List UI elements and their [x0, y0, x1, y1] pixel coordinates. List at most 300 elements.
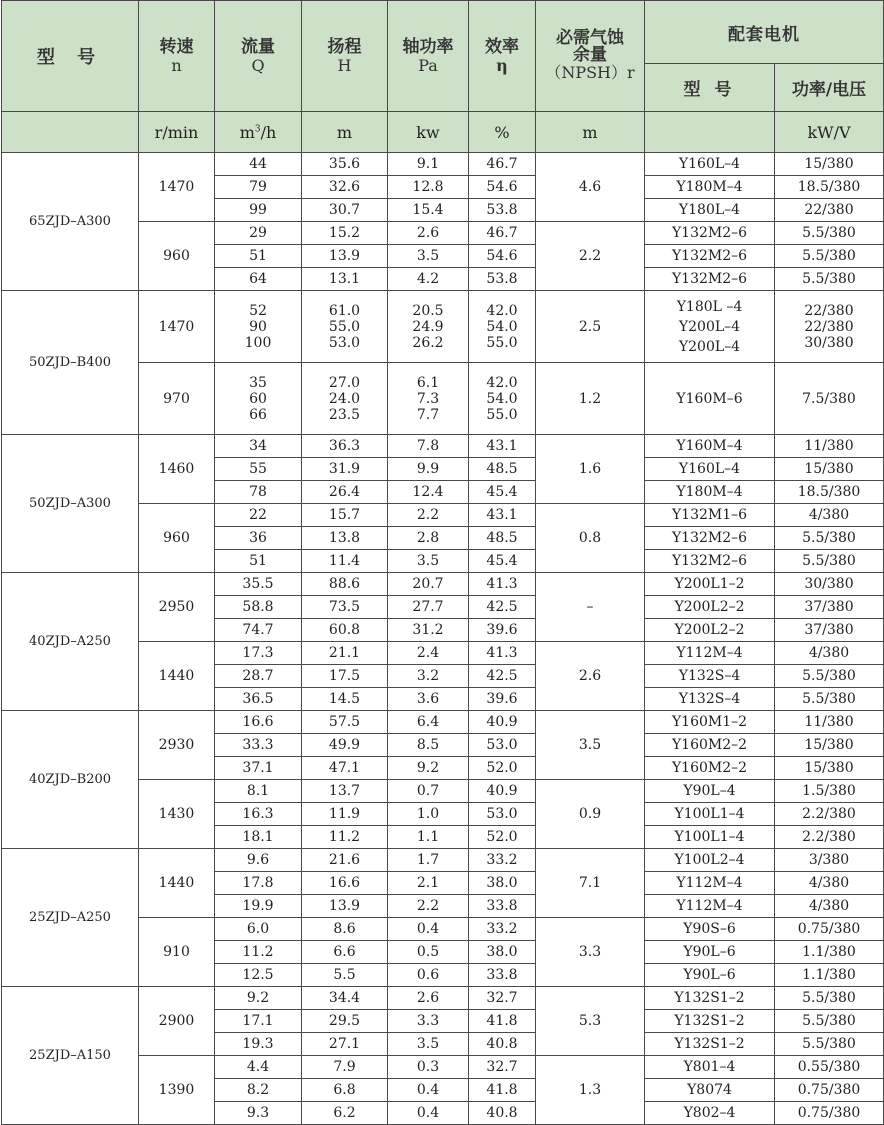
motor-power-cell: 1.5/380 — [775, 780, 884, 803]
shaft-power-cell: 0.3 — [388, 1056, 469, 1079]
shaft-power-cell: 0.4 — [388, 1102, 469, 1125]
shaft-power-cell: 12.8 — [388, 176, 469, 199]
head-cell: 88.6 — [302, 573, 388, 596]
efficiency-cell: 39.6 — [469, 619, 536, 642]
motor-model-cell: Y132S1–2 — [645, 1010, 775, 1033]
cell-line: 60 — [249, 390, 267, 407]
shaft-power-cell: 1.7 — [388, 849, 469, 872]
head-cell — [302, 291, 388, 363]
header-motor-model: 型 号 — [645, 64, 775, 112]
motor-power-cell: 5.5/380 — [775, 527, 884, 550]
shaft-power-cell: 8.5 — [388, 734, 469, 757]
motor-power-cell: 0.75/380 — [775, 1079, 884, 1102]
motor-model-cell: Y90L–6 — [645, 941, 775, 964]
efficiency-cell: 54.6 — [469, 176, 536, 199]
motor-power-cell: 1.1/380 — [775, 964, 884, 987]
head-cell: 73.5 — [302, 596, 388, 619]
motor-power-cell: 11/380 — [775, 435, 884, 458]
shaft-power-cell: 9.9 — [388, 458, 469, 481]
table-row — [2, 987, 884, 1010]
header-npsh: 必需气蚀余量 （NPSH）r — [536, 1, 645, 112]
head-cell: 49.9 — [302, 734, 388, 757]
model-cell: 40ZJD–B200 — [2, 711, 139, 849]
motor-power-cell: 0.55/380 — [775, 1056, 884, 1079]
cell-line: 100 — [244, 334, 272, 351]
table-row — [2, 435, 884, 458]
head-cell — [302, 363, 388, 435]
cell-line: 54.0 — [486, 318, 518, 335]
motor-power-cell: 2.2/380 — [775, 826, 884, 849]
efficiency-cell: 53.8 — [469, 199, 536, 222]
motor-model-cell: Y132M2–6 — [645, 268, 775, 291]
cell-line: 55.0 — [486, 334, 518, 351]
flow-cell: 9.2 — [215, 987, 302, 1010]
efficiency-cell: 41.8 — [469, 1079, 536, 1102]
motor-model-cell: Y200L1–2 — [645, 573, 775, 596]
flow-cell — [215, 291, 302, 363]
cell-line: Y200L–4 — [678, 338, 741, 355]
motor-power-cell: 15/380 — [775, 153, 884, 176]
npsh-cell: 2.6 — [536, 642, 645, 711]
motor-model-cell: Y160M1–2 — [645, 711, 775, 734]
header-motor-group: 配套电机 — [645, 1, 884, 64]
efficiency-cell: 46.7 — [469, 222, 536, 245]
shaft-power-cell: 1.0 — [388, 803, 469, 826]
model-cell: 50ZJD–A300 — [2, 435, 139, 573]
speed-cell: 970 — [139, 363, 215, 435]
npsh-cell: – — [536, 573, 645, 642]
shaft-power-cell: 2.2 — [388, 895, 469, 918]
motor-power-cell — [775, 363, 884, 435]
speed-cell: 1460 — [139, 435, 215, 504]
cell-line: 66 — [249, 406, 267, 423]
cell-line: 55.0 — [328, 318, 361, 335]
efficiency-cell: 33.2 — [469, 849, 536, 872]
speed-cell: 1440 — [139, 642, 215, 711]
motor-model-cell: Y132S–4 — [645, 665, 775, 688]
model-cell: 40ZJD–A250 — [2, 573, 139, 711]
table-row — [2, 711, 884, 734]
motor-power-cell: 11/380 — [775, 711, 884, 734]
table-row — [2, 573, 884, 596]
efficiency-cell: 33.2 — [469, 918, 536, 941]
efficiency-cell: 43.1 — [469, 504, 536, 527]
head-cell: 34.4 — [302, 987, 388, 1010]
efficiency-cell: 33.8 — [469, 964, 536, 987]
cell-line: 7.7 — [416, 406, 440, 423]
shaft-power-cell: 3.6 — [388, 688, 469, 711]
unit-motor-power: kW/V — [775, 112, 884, 153]
head-cell: 13.8 — [302, 527, 388, 550]
head-cell: 6.2 — [302, 1102, 388, 1125]
cell-line: 27.0 — [328, 374, 361, 391]
efficiency-cell: 54.6 — [469, 245, 536, 268]
flow-cell: 16.6 — [215, 711, 302, 734]
efficiency-cell: 41.3 — [469, 642, 536, 665]
shaft-power-cell: 20.7 — [388, 573, 469, 596]
npsh-cell: 4.6 — [536, 153, 645, 222]
head-cell: 8.6 — [302, 918, 388, 941]
head-cell: 30.7 — [302, 199, 388, 222]
flow-cell: 29 — [215, 222, 302, 245]
flow-cell: 22 — [215, 504, 302, 527]
motor-power-cell: 30/380 — [775, 573, 884, 596]
cell-line: 54.0 — [486, 390, 518, 407]
motor-model-cell: Y160L–4 — [645, 153, 775, 176]
motor-model-cell: Y132S–4 — [645, 688, 775, 711]
efficiency-cell: 40.8 — [469, 1102, 536, 1125]
efficiency-cell: 43.1 — [469, 435, 536, 458]
head-cell: 32.6 — [302, 176, 388, 199]
shaft-power-cell: 0.6 — [388, 964, 469, 987]
speed-cell: 1390 — [139, 1056, 215, 1125]
efficiency-cell: 42.5 — [469, 665, 536, 688]
motor-model-cell: Y90L–6 — [645, 964, 775, 987]
motor-model-cell: Y132M1–6 — [645, 504, 775, 527]
motor-model-cell: Y132M2–6 — [645, 550, 775, 573]
flow-cell: 6.0 — [215, 918, 302, 941]
shaft-power-cell: 6.4 — [388, 711, 469, 734]
cell-line: 23.5 — [328, 406, 361, 423]
head-cell: 13.9 — [302, 895, 388, 918]
motor-model-cell: Y132M2–6 — [645, 527, 775, 550]
motor-power-cell: 3/380 — [775, 849, 884, 872]
efficiency-cell: 42.5 — [469, 596, 536, 619]
efficiency-cell: 41.8 — [469, 1010, 536, 1033]
table-row — [2, 291, 884, 315]
flow-cell: 51 — [215, 245, 302, 268]
motor-power-cell: 15/380 — [775, 734, 884, 757]
head-cell: 17.5 — [302, 665, 388, 688]
motor-power-cell: 22/380 — [775, 199, 884, 222]
motor-power-cell: 5.5/380 — [775, 665, 884, 688]
cell-line: Y200L–4 — [678, 318, 741, 335]
head-cell: 35.6 — [302, 153, 388, 176]
unit-motor-model — [645, 112, 775, 153]
flow-cell: 11.2 — [215, 941, 302, 964]
flow-cell: 19.3 — [215, 1033, 302, 1056]
efficiency-cell: 38.0 — [469, 941, 536, 964]
cell-line: 35 — [249, 374, 267, 391]
head-cell: 21.1 — [302, 642, 388, 665]
motor-power-cell: 18.5/380 — [775, 481, 884, 504]
shaft-power-cell: 27.7 — [388, 596, 469, 619]
cell-line: 42.0 — [486, 302, 518, 319]
flow-cell: 17.1 — [215, 1010, 302, 1033]
motor-power-cell: 5.5/380 — [775, 550, 884, 573]
motor-model-cell — [645, 363, 775, 435]
motor-model-cell: Y132M2–6 — [645, 222, 775, 245]
head-cell: 7.9 — [302, 1056, 388, 1079]
shaft-power-cell — [388, 363, 469, 435]
pump-spec-table — [1, 0, 884, 1125]
speed-cell: 1470 — [139, 291, 215, 363]
motor-power-cell — [775, 291, 884, 363]
speed-cell: 960 — [139, 222, 215, 291]
head-cell: 6.6 — [302, 941, 388, 964]
cell-line: Y180L –4 — [676, 298, 743, 315]
speed-cell: 2950 — [139, 573, 215, 642]
efficiency-cell: 45.4 — [469, 550, 536, 573]
motor-model-cell: Y90L–4 — [645, 780, 775, 803]
head-cell: 57.5 — [302, 711, 388, 734]
cell-line: 24.9 — [412, 318, 444, 335]
cell-line: 22/380 — [804, 302, 854, 319]
motor-model-cell: Y160L–4 — [645, 458, 775, 481]
header-efficiency: 效率 η — [469, 1, 536, 112]
flow-cell: 8.1 — [215, 780, 302, 803]
flow-cell: 9.3 — [215, 1102, 302, 1125]
motor-power-cell: 15/380 — [775, 458, 884, 481]
cell-line: 20.5 — [412, 302, 444, 319]
head-cell: 27.1 — [302, 1033, 388, 1056]
npsh-cell: 7.1 — [536, 849, 645, 918]
efficiency-cell: 38.0 — [469, 872, 536, 895]
motor-model-cell: Y112M–4 — [645, 872, 775, 895]
speed-cell: 910 — [139, 918, 215, 987]
flow-cell: 8.2 — [215, 1079, 302, 1102]
flow-cell: 28.7 — [215, 665, 302, 688]
unit-npsh: m — [536, 112, 645, 153]
shaft-power-cell: 7.8 — [388, 435, 469, 458]
unit-efficiency: % — [469, 112, 536, 153]
motor-model-cell: Y100L2–4 — [645, 849, 775, 872]
head-cell: 13.9 — [302, 245, 388, 268]
flow-cell: 34 — [215, 435, 302, 458]
shaft-power-cell: 2.6 — [388, 987, 469, 1010]
flow-cell: 78 — [215, 481, 302, 504]
flow-cell: 44 — [215, 153, 302, 176]
speed-cell: 2930 — [139, 711, 215, 780]
cell-line: 90 — [249, 318, 267, 335]
efficiency-cell: 48.5 — [469, 527, 536, 550]
flow-cell: 12.5 — [215, 964, 302, 987]
motor-power-cell: 37/380 — [775, 619, 884, 642]
motor-power-cell: 5.5/380 — [775, 222, 884, 245]
motor-power-cell: 5.5/380 — [775, 268, 884, 291]
flow-cell: 36.5 — [215, 688, 302, 711]
efficiency-cell: 52.0 — [469, 757, 536, 780]
unit-shaft-power: kw — [388, 112, 469, 153]
flow-cell: 55 — [215, 458, 302, 481]
npsh-cell: 0.9 — [536, 780, 645, 849]
npsh-cell: 3.5 — [536, 711, 645, 780]
shaft-power-cell: 3.2 — [388, 665, 469, 688]
motor-model-cell: Y160M–4 — [645, 435, 775, 458]
flow-cell: 33.3 — [215, 734, 302, 757]
npsh-cell: 1.2 — [536, 363, 645, 435]
head-cell: 6.8 — [302, 1079, 388, 1102]
motor-power-cell: 2.2/380 — [775, 803, 884, 826]
speed-cell: 960 — [139, 504, 215, 573]
shaft-power-cell — [388, 291, 469, 363]
shaft-power-cell: 3.5 — [388, 245, 469, 268]
flow-cell: 17.8 — [215, 872, 302, 895]
cell-line: 30/380 — [804, 334, 854, 351]
head-cell: 14.5 — [302, 688, 388, 711]
efficiency-cell: 53.0 — [469, 734, 536, 757]
npsh-cell: 2.2 — [536, 222, 645, 291]
header-shaft-power: 轴功率 Pa — [388, 1, 469, 112]
flow-cell: 35.5 — [215, 573, 302, 596]
flow-cell: 74.7 — [215, 619, 302, 642]
table-row — [2, 153, 884, 176]
motor-model-cell: Y180M–4 — [645, 481, 775, 504]
shaft-power-cell: 3.5 — [388, 550, 469, 573]
npsh-cell: 2.5 — [536, 291, 645, 363]
cell-line: 55.0 — [486, 406, 518, 423]
efficiency-cell: 40.8 — [469, 1033, 536, 1056]
motor-power-cell: 1.1/380 — [775, 941, 884, 964]
cell-line: 53.0 — [328, 334, 361, 351]
shaft-power-cell: 1.1 — [388, 826, 469, 849]
motor-power-cell: 15/380 — [775, 757, 884, 780]
head-cell: 11.9 — [302, 803, 388, 826]
flow-cell: 64 — [215, 268, 302, 291]
units-model — [2, 112, 139, 153]
model-cell: 25ZJD–A150 — [2, 987, 139, 1125]
flow-cell: 17.3 — [215, 642, 302, 665]
table-body — [2, 153, 884, 1125]
head-cell: 5.5 — [302, 964, 388, 987]
cell-line: 52 — [249, 302, 267, 319]
flow-cell: 18.1 — [215, 826, 302, 849]
motor-power-cell: 18.5/380 — [775, 176, 884, 199]
npsh-cell: 0.8 — [536, 504, 645, 573]
header-head: 扬程 H — [302, 1, 388, 112]
shaft-power-cell: 2.8 — [388, 527, 469, 550]
motor-power-cell: 4/380 — [775, 872, 884, 895]
motor-model-cell: Y132S1–2 — [645, 1033, 775, 1056]
flow-cell: 19.9 — [215, 895, 302, 918]
efficiency-cell: 41.3 — [469, 573, 536, 596]
flow-cell: 99 — [215, 199, 302, 222]
shaft-power-cell: 3.3 — [388, 1010, 469, 1033]
npsh-cell: 3.3 — [536, 918, 645, 987]
motor-power-cell: 5.5/380 — [775, 1010, 884, 1033]
motor-model-cell: Y802–4 — [645, 1102, 775, 1125]
motor-power-cell: 5.5/380 — [775, 688, 884, 711]
speed-cell: 1470 — [139, 153, 215, 222]
cell-line: 7.3 — [416, 390, 440, 407]
motor-model-cell: Y112M–4 — [645, 642, 775, 665]
motor-model-cell: Y100L1–4 — [645, 803, 775, 826]
cell-line: 6.1 — [416, 374, 440, 391]
efficiency-cell: 53.8 — [469, 268, 536, 291]
flow-cell: 4.4 — [215, 1056, 302, 1079]
efficiency-cell: 40.9 — [469, 711, 536, 734]
head-cell: 60.8 — [302, 619, 388, 642]
efficiency-cell: 33.8 — [469, 895, 536, 918]
head-cell: 47.1 — [302, 757, 388, 780]
flow-cell: 51 — [215, 550, 302, 573]
motor-model-cell: Y8074 — [645, 1079, 775, 1102]
header-motor-power: 功率/电压 — [775, 64, 884, 112]
motor-power-cell: 37/380 — [775, 596, 884, 619]
motor-model-cell: Y90S–6 — [645, 918, 775, 941]
head-cell: 16.6 — [302, 872, 388, 895]
motor-power-cell: 5.5/380 — [775, 987, 884, 1010]
motor-model-cell: Y100L1–4 — [645, 826, 775, 849]
shaft-power-cell: 0.7 — [388, 780, 469, 803]
shaft-power-cell: 2.1 — [388, 872, 469, 895]
shaft-power-cell: 0.4 — [388, 1079, 469, 1102]
shaft-power-cell: 2.6 — [388, 222, 469, 245]
motor-model-cell: Y200L2–2 — [645, 619, 775, 642]
efficiency-cell: 46.7 — [469, 153, 536, 176]
header-model: 型 号 — [2, 1, 139, 112]
header-speed: 转速 n — [139, 1, 215, 112]
unit-head: m — [302, 112, 388, 153]
efficiency-cell: 32.7 — [469, 987, 536, 1010]
model-cell: 65ZJD–A300 — [2, 153, 139, 291]
efficiency-cell: 52.0 — [469, 826, 536, 849]
motor-power-cell: 4/380 — [775, 504, 884, 527]
head-cell: 31.9 — [302, 458, 388, 481]
flow-cell: 37.1 — [215, 757, 302, 780]
head-cell: 11.4 — [302, 550, 388, 573]
motor-model-cell: Y160M2–2 — [645, 757, 775, 780]
motor-model-cell: Y180L–4 — [645, 199, 775, 222]
shaft-power-cell: 15.4 — [388, 199, 469, 222]
flow-cell: 79 — [215, 176, 302, 199]
table-header — [2, 1, 884, 153]
shaft-power-cell: 0.4 — [388, 918, 469, 941]
flow-cell: 16.3 — [215, 803, 302, 826]
motor-model-cell: Y160M2–2 — [645, 734, 775, 757]
model-cell: 25ZJD–A250 — [2, 849, 139, 987]
motor-model-cell: Y200L2–2 — [645, 596, 775, 619]
npsh-cell: 1.6 — [536, 435, 645, 504]
shaft-power-cell: 2.2 — [388, 504, 469, 527]
efficiency-cell: 53.0 — [469, 803, 536, 826]
model-cell: 50ZJD–B400 — [2, 291, 139, 435]
flow-cell: 9.6 — [215, 849, 302, 872]
motor-model-cell: Y132M2–6 — [645, 245, 775, 268]
flow-cell: 36 — [215, 527, 302, 550]
flow-cell: 58.8 — [215, 596, 302, 619]
motor-model-cell: Y112M–4 — [645, 895, 775, 918]
speed-cell: 1430 — [139, 780, 215, 849]
cell-line: Y160M–6 — [676, 390, 743, 407]
shaft-power-cell: 2.4 — [388, 642, 469, 665]
efficiency-cell — [469, 363, 536, 435]
motor-power-cell: 5.5/380 — [775, 1033, 884, 1056]
motor-model-cell — [645, 291, 775, 363]
shaft-power-cell: 0.5 — [388, 941, 469, 964]
head-cell: 29.5 — [302, 1010, 388, 1033]
motor-model-cell: Y801–4 — [645, 1056, 775, 1079]
table-row — [2, 849, 884, 872]
cell-line: 61.0 — [328, 302, 361, 319]
efficiency-cell: 48.5 — [469, 458, 536, 481]
efficiency-cell: 39.6 — [469, 688, 536, 711]
motor-power-cell: 4/380 — [775, 642, 884, 665]
cell-line: 22/380 — [804, 318, 854, 335]
motor-power-cell: 0.75/380 — [775, 918, 884, 941]
cell-line: 24.0 — [328, 390, 361, 407]
efficiency-cell: 32.7 — [469, 1056, 536, 1079]
shaft-power-cell: 31.2 — [388, 619, 469, 642]
head-cell: 11.2 — [302, 826, 388, 849]
shaft-power-cell: 12.4 — [388, 481, 469, 504]
flow-cell — [215, 363, 302, 435]
npsh-cell: 1.3 — [536, 1056, 645, 1125]
cell-line: 7.5/380 — [802, 390, 856, 407]
efficiency-cell — [469, 291, 536, 363]
shaft-power-cell: 9.1 — [388, 153, 469, 176]
cell-line: 42.0 — [486, 374, 518, 391]
